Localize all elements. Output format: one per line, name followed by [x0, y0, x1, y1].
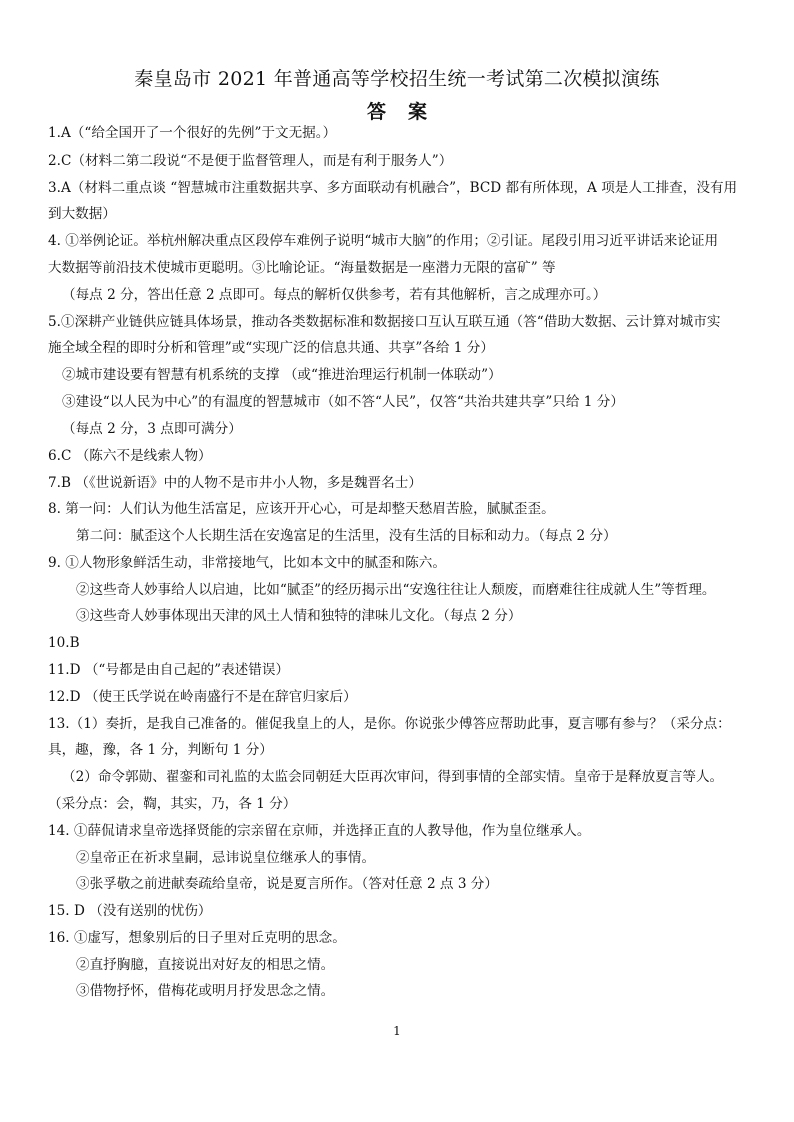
answer-line: 第二问：腻歪这个人长期生活在安逸富足的生活里，没有生活的目标和动力。（每点 2 分） — [76, 528, 617, 544]
answer-line: （每点 2 分，答出任意 2 点即可。每点的解析仅供参考，若有其他解析，言之成理亦可。） — [62, 287, 607, 303]
answer-line: ③这些奇人妙事体现出天津的风土人情和独特的津味儿文化。（每点 2 分） — [76, 608, 522, 624]
answer-line: 16. ①虚写，想象别后的日子里对丘克明的思念。 — [48, 930, 346, 946]
answer-line: 10.B — [48, 635, 80, 651]
answer-line: 14. ①薛侃请求皇帝选择贤能的宗亲留在京师，并选择正直的人教导他，作为皇位继承人。 — [48, 823, 591, 839]
answer-line: 大数据等前沿技术使城市更聪明。③比喻论证。“海量数据是一座潜力无限的富矿” 等 — [48, 260, 556, 276]
answer-line: 9. ①人物形象鲜活生动，非常接地气，比如本文中的腻歪和陈六。 — [48, 555, 446, 571]
answer-line: ③张孚敬之前进献奏疏给皇帝，说是夏言所作。（答对任意 2 点 3 分） — [76, 876, 498, 892]
answer-line: 5.①深耕产业链供应链具体场景，推动各类数据标准和数据接口互认互联互通（答“借助大数据、云计算对城市实 — [48, 314, 721, 330]
document-title: 秦皇岛市 2021 年普通高等学校招生统一考试第二次模拟演练 — [134, 68, 660, 90]
answer-line: ②这些奇人妙事给人以启迪，比如“腻歪”的经历揭示出“安逸往往让人颓废，而磨难往往成就人生”等哲理。 — [76, 582, 716, 598]
answer-line: ②皇帝正在祈求皇嗣，忌讳说皇位继承人的事情。 — [76, 850, 376, 866]
answer-line: 4. ①举例论证。举杭州解决重点区段停车难例子说明“城市大脑”的作用；②引证。尾段引用习近平讲话来论证用 — [48, 233, 719, 249]
answer-line: 11.D （“号都是由自己起的”表述错误） — [48, 662, 290, 678]
answer-line: 6.C （陈六不是线索人物） — [48, 448, 212, 464]
answer-line: 施全域全程的即时分析和管理”或“实现广泛的信息共通、共享”各给 1 分） — [48, 340, 494, 356]
answer-line: 13.（1）奏折，是我自己准备的。催促我皇上的人，是你。你说张少傅答应帮助此事，夏言哪有参与？（采分点： — [48, 716, 731, 732]
answer-line: （采分点：会，鞫，其实，乃，各 1 分） — [48, 796, 297, 812]
answer-line: 7.B （《世说新语》中的人物不是市井小人物，多是魏晋名士） — [48, 475, 422, 491]
page-number: 1 — [393, 1024, 401, 1038]
answer-line: 12.D （使王氏学说在岭南盛行不是在辞官归家后） — [48, 689, 357, 705]
answer-line: 到大数据） — [48, 206, 116, 222]
answer-line: 15. D （没有送别的忧伤） — [48, 903, 212, 919]
answer-line: ③建设“以人民为中心”的有温度的智慧城市（如不答“人民”，仅答“共治共建共享”只给 1 分） — [62, 394, 624, 410]
answer-line: 8. 第一问：人们认为他生活富足，应该开开心心，可是却整天愁眉苦脸，腻腻歪歪。 — [48, 501, 555, 517]
answer-line: 1.A（“给全国开了一个很好的先例”于文无据。） — [48, 125, 337, 141]
answer-line: （2）命令郭勋、翟銮和司礼监的太监会同朝廷大臣再次审问，得到事情的全部实情。皇帝于是释放夏言等人。 — [62, 769, 724, 785]
answer-line: ②城市建设要有智慧有机系统的支撑 （或“推进治理运行机制一体联动”） — [62, 367, 502, 383]
answer-line: （每点 2 分，3 点即可满分） — [62, 421, 242, 437]
answer-line: 具，趣，豫，各 1 分，判断句 1 分） — [48, 742, 273, 758]
answer-line: ②直抒胸臆，直接说出对好友的相思之情。 — [76, 957, 335, 973]
answer-line: 3.A（材料二重点谈 “智慧城市注重数据共享、多方面联动有机融合”，BCD 都有所体现，A 项是人工排查，没有用 — [48, 180, 738, 196]
document-subtitle: 答案 — [366, 101, 449, 123]
answer-line: ③借物抒怀，借梅花或明月抒发思念之情。 — [76, 983, 335, 999]
answer-line: 2.C（材料二第二段说“不是便于监督管理人，而是有利于服务人”） — [48, 153, 453, 169]
